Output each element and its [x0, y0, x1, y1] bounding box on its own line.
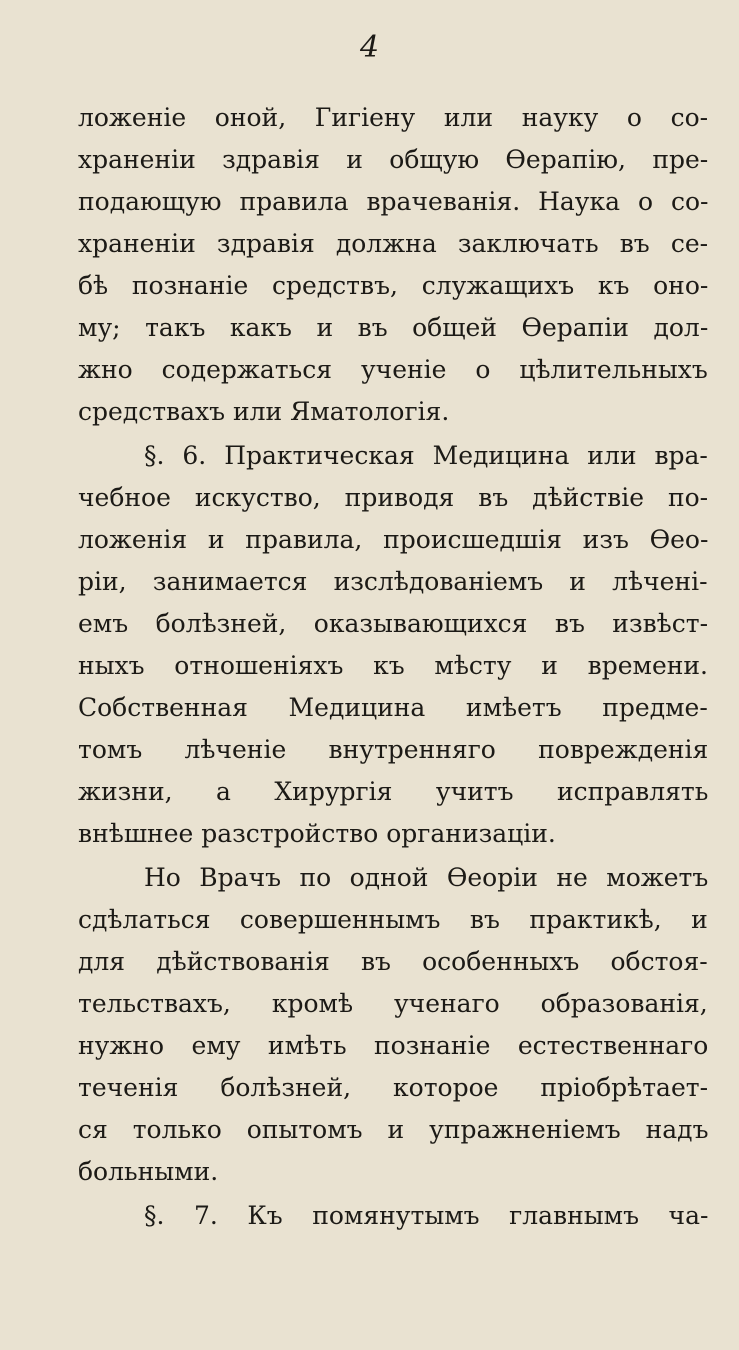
text-line: для дѣйствованія въ особенныхъ обстоя- [78, 947, 708, 976]
text-line: бѣ познаніе средствъ, служащихъ къ оно- [78, 271, 709, 300]
text-line: храненіи здравія должна заключать въ се- [78, 229, 709, 258]
text-line: ся только опытомъ и упражненіемъ надъ [78, 1115, 709, 1144]
paragraph-start-line: §. 6. Практическая Медицина или вра- [144, 441, 708, 470]
text-line: сдѣлаться совершеннымъ въ практикѣ, и [78, 905, 708, 934]
paragraph-start-line: §. 7. Къ помянутымъ главнымъ ча- [144, 1201, 709, 1230]
text-line: подающую правила врачеванія. Наука о со- [78, 187, 709, 216]
text-line: нужно ему имѣть познаніе естественнаго [78, 1031, 709, 1060]
text-line: внѣшнее разстройство организаціи. [78, 819, 556, 848]
text-line: ложеніе оной, Гигіену или науку о со- [78, 103, 709, 132]
text-line: ныхъ отношеніяхъ къ мѣсту и времени. [78, 651, 709, 680]
text-line: жно содержаться ученіе о цѣлительныхъ [78, 355, 708, 384]
text-line: чебное искуство, приводя въ дѣйствіе по- [78, 483, 709, 512]
text-line: храненіи здравія и общую Өерапію, пре- [78, 145, 709, 174]
text-line: тельствахъ, кромѣ ученаго образованія, [78, 989, 708, 1018]
text-line: ложенія и правила, происшедшія изъ Өео- [78, 525, 709, 554]
text-line: му; такъ какъ и въ общей Өерапіи дол- [78, 313, 709, 342]
text-line: ріи, занимается изслѣдованіемъ и лѣченi- [78, 567, 708, 596]
paragraph-start-line: Но Врачъ по одной Өеоріи не можетъ [144, 863, 709, 892]
page-number: 4 [359, 30, 380, 65]
text-line: теченія болѣзней, которое пріобрѣтает- [78, 1073, 709, 1102]
text-line: жизни, а Хирургія учитъ исправлять [78, 777, 709, 806]
text-line: больными. [78, 1157, 219, 1186]
text-line: Собственная Медицина имѣетъ предме- [78, 693, 708, 722]
text-line: средствахъ или Яматологія. [78, 397, 450, 426]
text-line: емъ болѣзней, оказывающихся въ извѣст- [78, 609, 709, 638]
text-line: томъ лѣченіе внутренняго поврежденія [78, 735, 709, 764]
